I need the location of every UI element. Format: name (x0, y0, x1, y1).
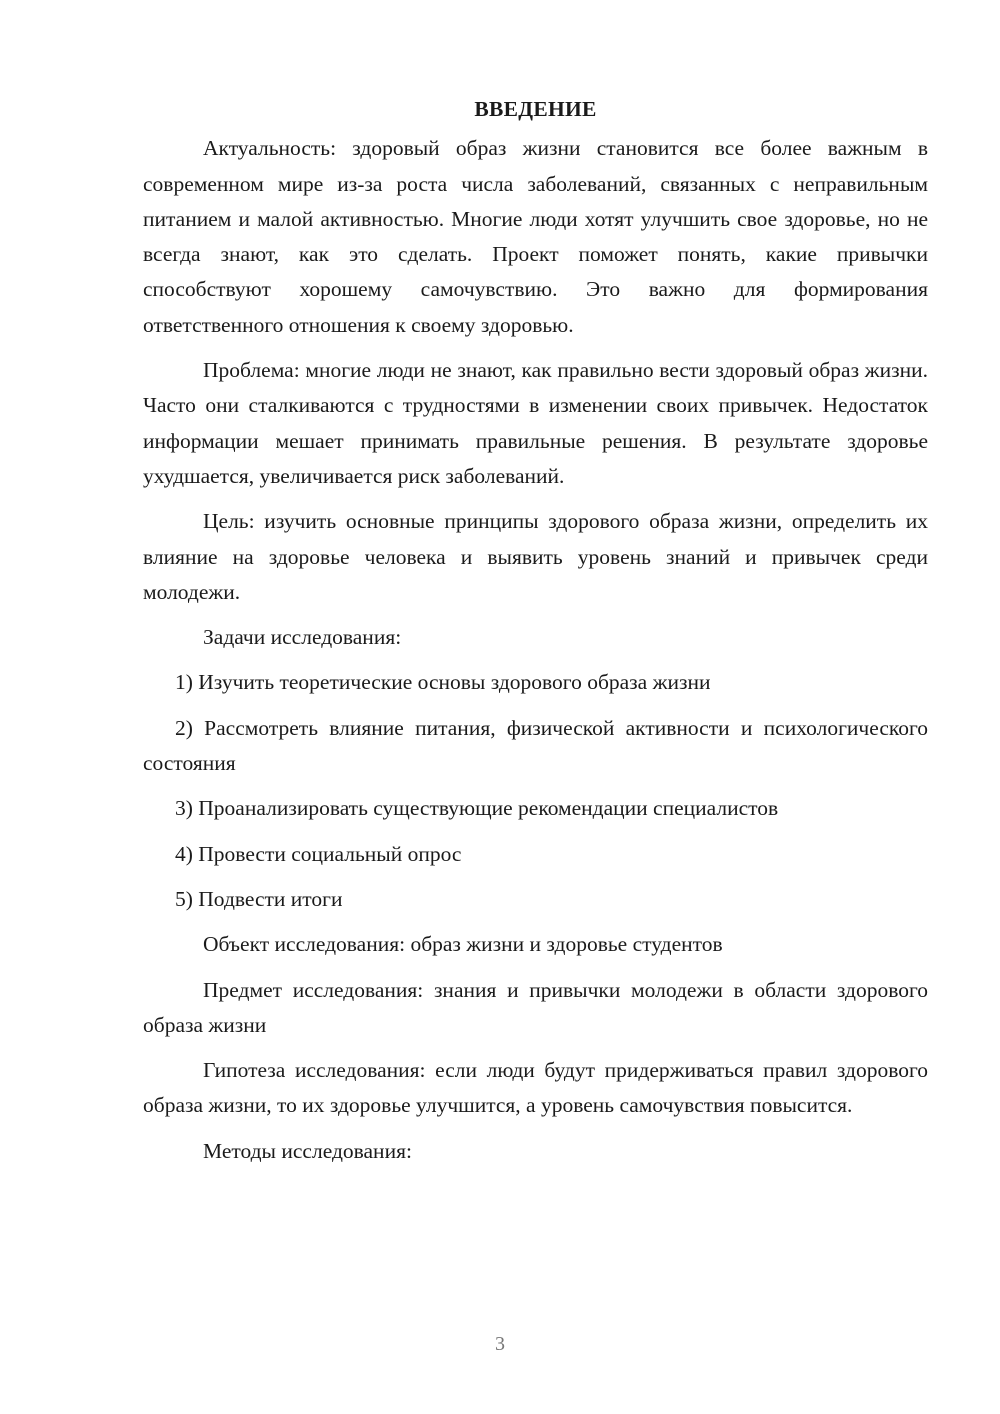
list-item: 3) Проанализировать существующие рекомендации специалистов (175, 796, 779, 821)
tasks-heading: Задачи исследования: (203, 625, 402, 650)
page-number: 3 (495, 1333, 505, 1355)
document-page (143, 92, 928, 1179)
page-title: ВВЕДЕНИЕ (474, 97, 597, 121)
paragraph-problem: Проблема: многие люди не знают, как правильно вести здоровый образ жизни. Часто они сталкиваются с трудностями в изменении своих привычек. Недостаток информации мешает принимать правильные решения. В результате здоровье ухудшается, увеличивается риск заболеваний. (143, 358, 928, 488)
list-item: 1) Изучить теоретические основы здорового образа жизни (175, 670, 711, 695)
paragraph-subject: Предмет исследования: знания и привычки молодежи в области здорового образа жизни (143, 977, 928, 1037)
paragraph-relevance: Актуальность: здоровый образ жизни становится все более важным в современном мире из-за роста числа заболеваний, связанных с неправильным питанием и малой активностью. Многие люди хотят улучшить свое здоровье, но не всегда знают, как это сделать. Проект поможет понять, какие привычки способствуют хорошему самочувствию. Это важно для формирования ответственного отношения к своему здоровью. (143, 136, 928, 337)
tasks-list (143, 665, 928, 917)
paragraph-object: Объект исследования: образ жизни и здоровье студентов (203, 932, 723, 957)
methods-heading: Методы исследования: (203, 1138, 412, 1163)
list-item: 5) Подвести итоги (175, 886, 343, 911)
list-item: 2) Рассмотреть влияние питания, физической активности и психологического состояния (143, 715, 928, 776)
paragraph-goal: Цель: изучить основные принципы здорового образа жизни, определить их влияние на здоровье человека и выявить уровень знаний и привычек среди молодежи. (143, 509, 928, 604)
list-item: 4) Провести социальный опрос (175, 841, 462, 866)
paragraph-hypothesis: Гипотеза исследования: если люди будут придерживаться правил здорового образа жизни, то их здоровье улучшится, а уровень самочувствия повысится. (143, 1058, 928, 1118)
